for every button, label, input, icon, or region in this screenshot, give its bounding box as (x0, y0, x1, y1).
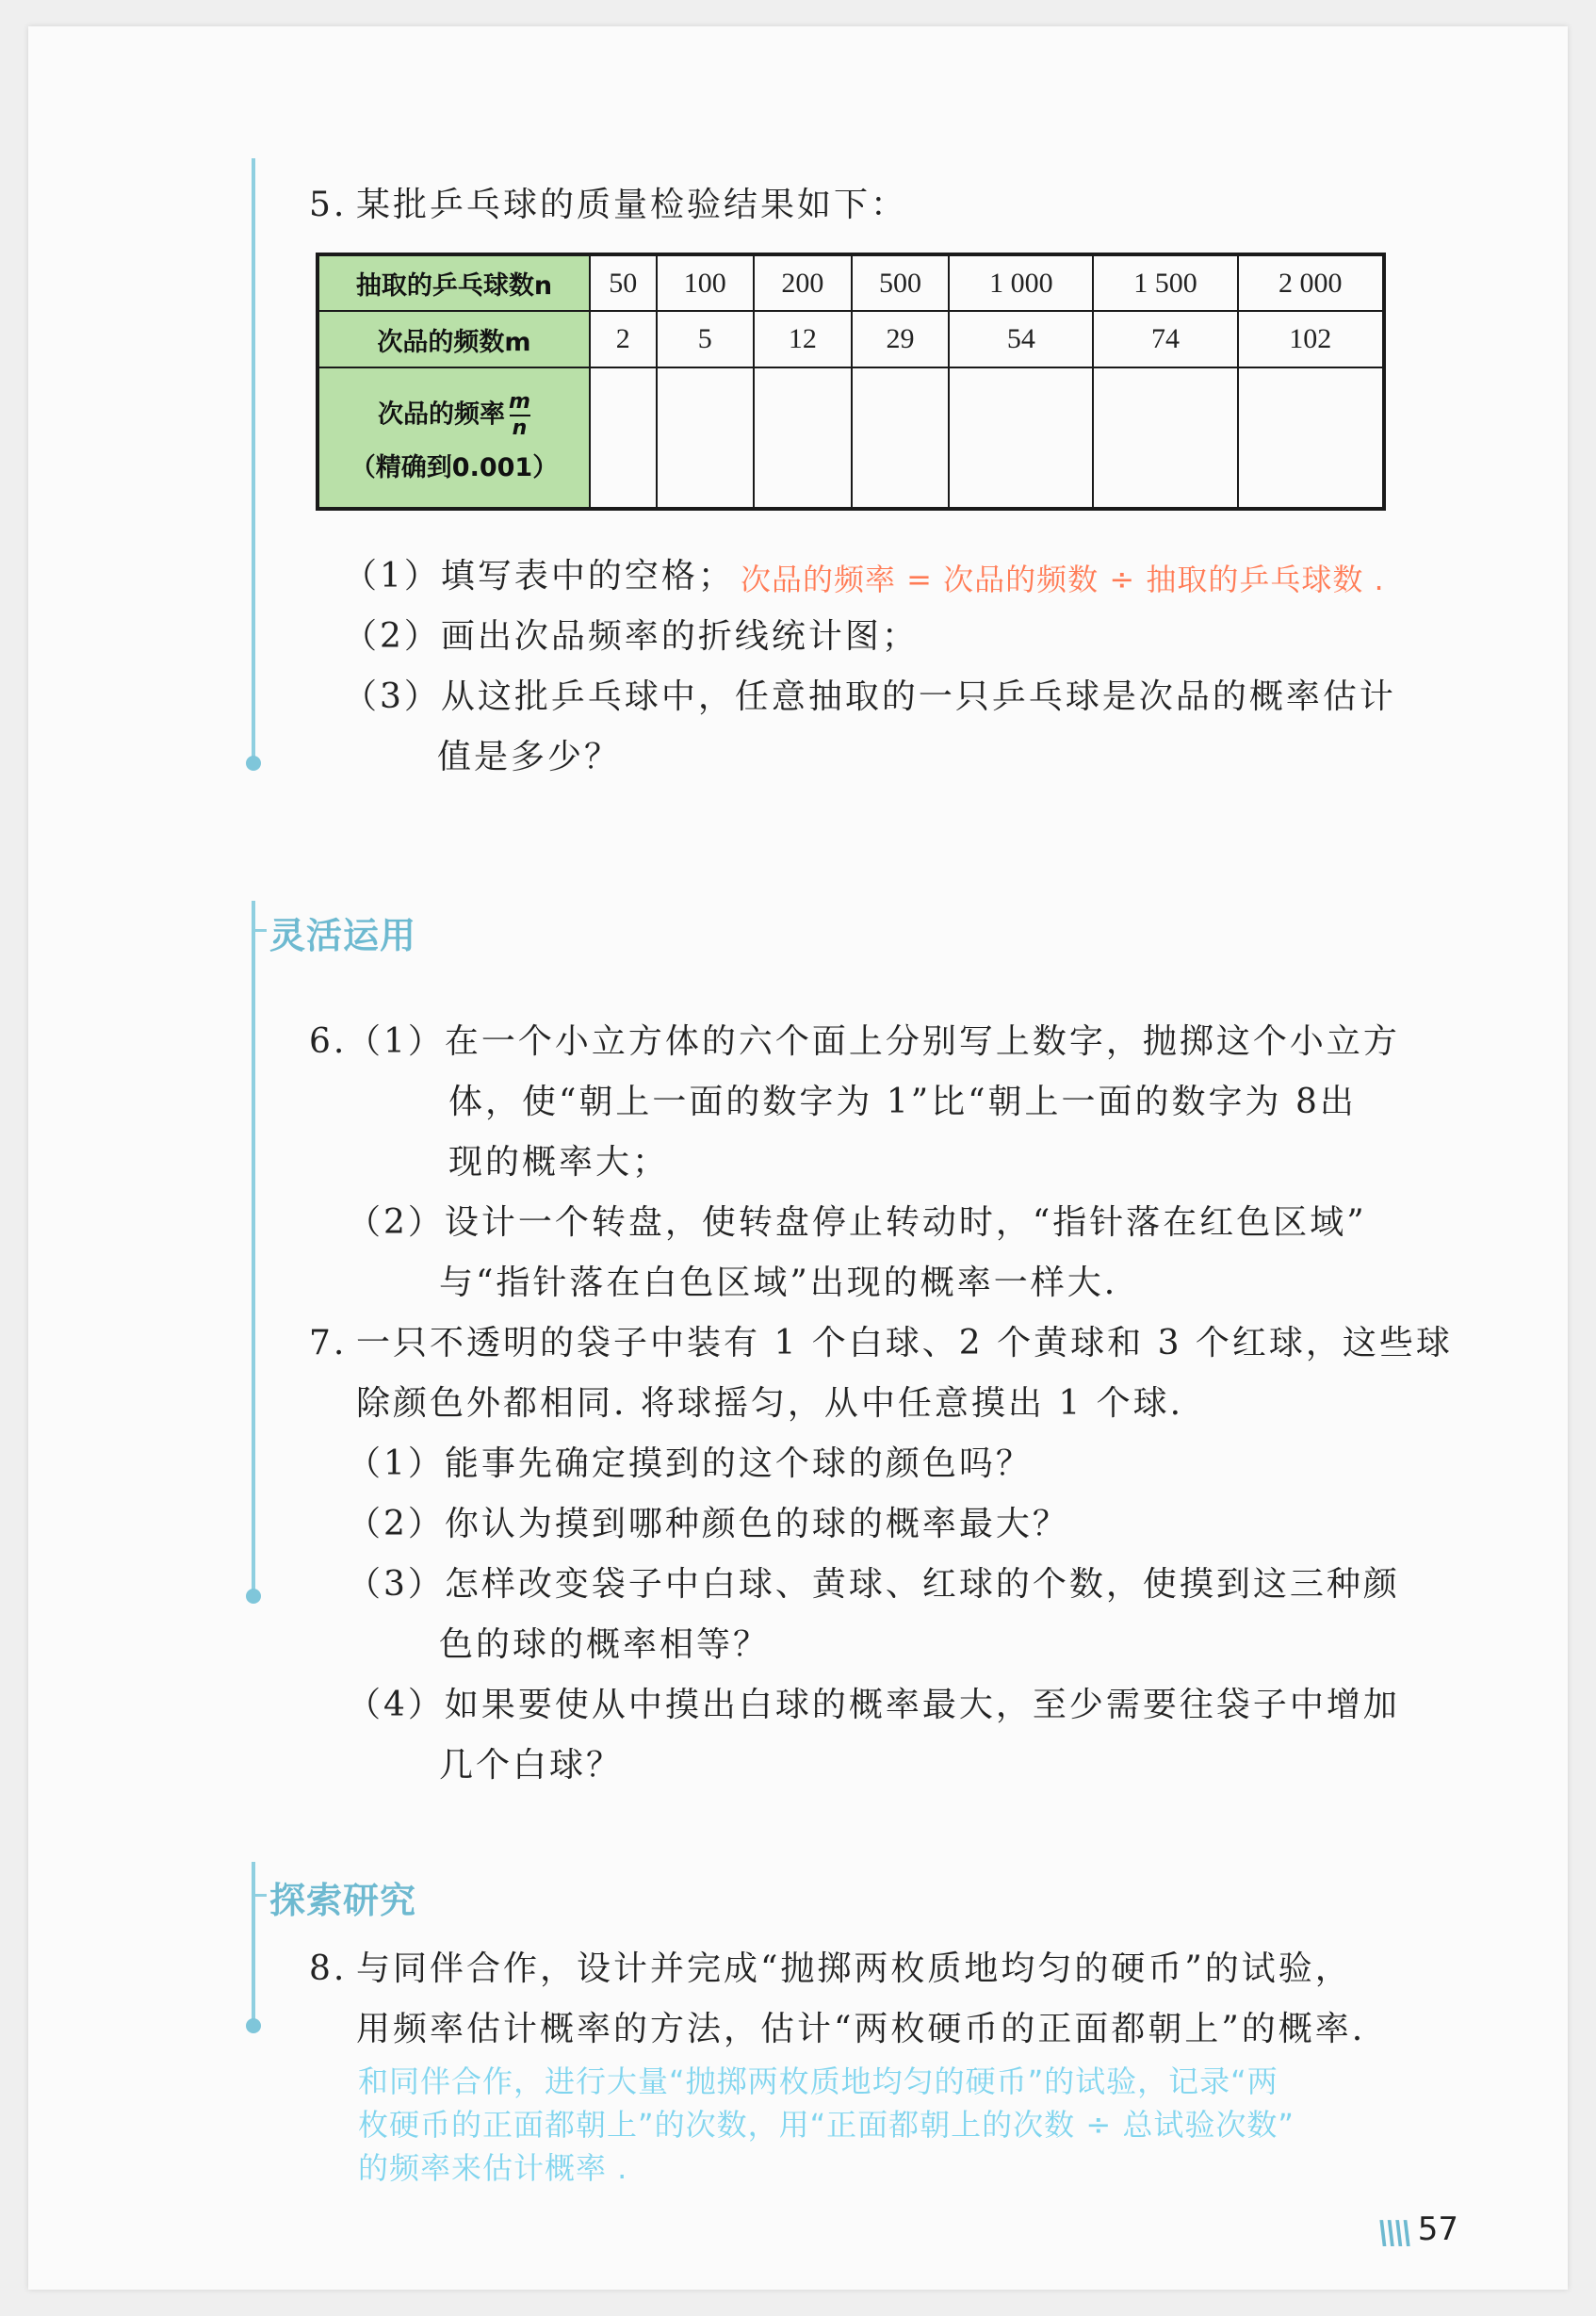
table-cell: 100 (657, 254, 755, 311)
table-cell: 74 (1093, 311, 1237, 367)
q6-sub1-line3: 现的概率大； (448, 1143, 670, 1182)
accent-tick (252, 1894, 267, 1897)
page-number-decoration: \\\\ (1377, 2214, 1409, 2252)
q5-sub1-note: 次品的频率 = 次品的频数 ÷ 抽取的乒乓球数 . (741, 562, 1385, 597)
table-cell: 5 (657, 311, 755, 367)
q6-sub1-line1: （1）在一个小立方体的六个面上分别写上数字，抛掷这个小立方 (347, 1022, 1400, 1061)
accent-dot (246, 756, 261, 771)
q8-line1: 与同伴合作，设计并完成“抛掷两枚质地均匀的硬币”的试验， (356, 1949, 1352, 1988)
q7-number: 7. (309, 1324, 348, 1362)
empty-cell[interactable] (1093, 367, 1237, 509)
q8-line2: 用频率估计概率的方法，估计“两枚硬币的正面都朝上”的概率. (356, 2010, 1366, 2048)
table-cell: 2 (590, 311, 657, 367)
q7-sub4-line2: 几个白球？ (439, 1746, 624, 1785)
table-header-m: 次品的频数m (318, 311, 590, 367)
q5-text: 某批乒乓球的质量检验结果如下： (356, 186, 908, 224)
accent-dot (246, 2018, 261, 2033)
q7-sub3-line2: 色的球的概率相等？ (439, 1625, 771, 1664)
textbook-page (28, 26, 1568, 2290)
q5-table (316, 253, 1386, 511)
table-cell: 200 (754, 254, 852, 311)
q5-sub3-line1: （3）从这批乒乓球中，任意抽取的一只乒乓球是次品的概率估计 (343, 677, 1396, 716)
table-cell: 1 500 (1093, 254, 1237, 311)
q5-sub2: （2）画出次品频率的折线统计图； (343, 617, 919, 656)
accent-line (252, 901, 255, 1594)
q8-note-line3: 的频率来估计概率 . (358, 2150, 628, 2186)
q8-number: 8. (309, 1949, 348, 1988)
table-cell: 12 (754, 311, 852, 367)
q6-number: 6. (309, 1022, 348, 1061)
q8-note-line2: 枚硬币的正面都朝上”的次数，用“正面都朝上的次数 ÷ 总试验次数” (358, 2107, 1295, 2143)
section-title-explore: 探索研究 (269, 1880, 417, 1921)
table-cell: 50 (590, 254, 657, 311)
accent-line (252, 1862, 255, 2024)
q7-line1: 一只不透明的袋子中装有 1 个白球、2 个黄球和 3 个红球，这些球 (356, 1324, 1453, 1362)
q7-sub2: （2）你认为摸到哪种颜色的球的概率最大？ (347, 1505, 1069, 1543)
section-title-flexible: 灵活运用 (269, 915, 417, 956)
empty-cell[interactable] (590, 367, 657, 509)
table-cell: 29 (852, 311, 950, 367)
empty-cell[interactable] (754, 367, 852, 509)
q7-sub1: （1）能事先确定摸到的这个球的颜色吗？ (347, 1444, 1033, 1483)
table-header-n: 抽取的乒乓球数n (318, 254, 590, 311)
table-cell: 2 000 (1238, 254, 1384, 311)
q6-sub2-line1: （2）设计一个转盘，使转盘停止转动时，“指针落在红色区域” (347, 1203, 1367, 1242)
q7-line2: 除颜色外都相同. 将球摇匀，从中任意摸出 1 个球. (356, 1384, 1184, 1423)
accent-dot (246, 1589, 261, 1604)
table-cell: 1 000 (949, 254, 1093, 311)
q7-sub3-line1: （3）怎样改变袋子中白球、黄球、红球的个数，使摸到这三种颜 (347, 1565, 1400, 1604)
table-cell: 500 (852, 254, 950, 311)
empty-cell[interactable] (657, 367, 755, 509)
q7-sub4-line1: （4）如果要使从中摸出白球的概率最大，至少需要往袋子中增加 (347, 1686, 1400, 1724)
page-number: 57 (1417, 2210, 1458, 2248)
q6-sub2-line2: 与“指针落在白色区域”出现的概率一样大. (439, 1264, 1118, 1302)
q5-number: 5. (309, 186, 348, 224)
table-cell: 54 (949, 311, 1093, 367)
q5-sub3-line2: 值是多少？ (437, 738, 622, 776)
q8-note-line1: 和同伴合作，进行大量“抛掷两枚质地均匀的硬币”的试验，记录“两 (358, 2063, 1278, 2099)
accent-line (252, 158, 255, 761)
empty-cell[interactable] (949, 367, 1093, 509)
q5-sub1: （1）填写表中的空格； (343, 557, 735, 595)
table-cell: 102 (1238, 311, 1384, 367)
table-header-frequency: 次品的频率 $\frac{m}{n}$ （精确到0.001） (318, 367, 590, 509)
empty-cell[interactable] (1238, 367, 1384, 509)
q6-sub1-line2: 体，使“朝上一面的数字为 1”比“朝上一面的数字为 8出 (448, 1083, 1357, 1121)
empty-cell[interactable] (852, 367, 950, 509)
accent-tick (252, 929, 267, 932)
